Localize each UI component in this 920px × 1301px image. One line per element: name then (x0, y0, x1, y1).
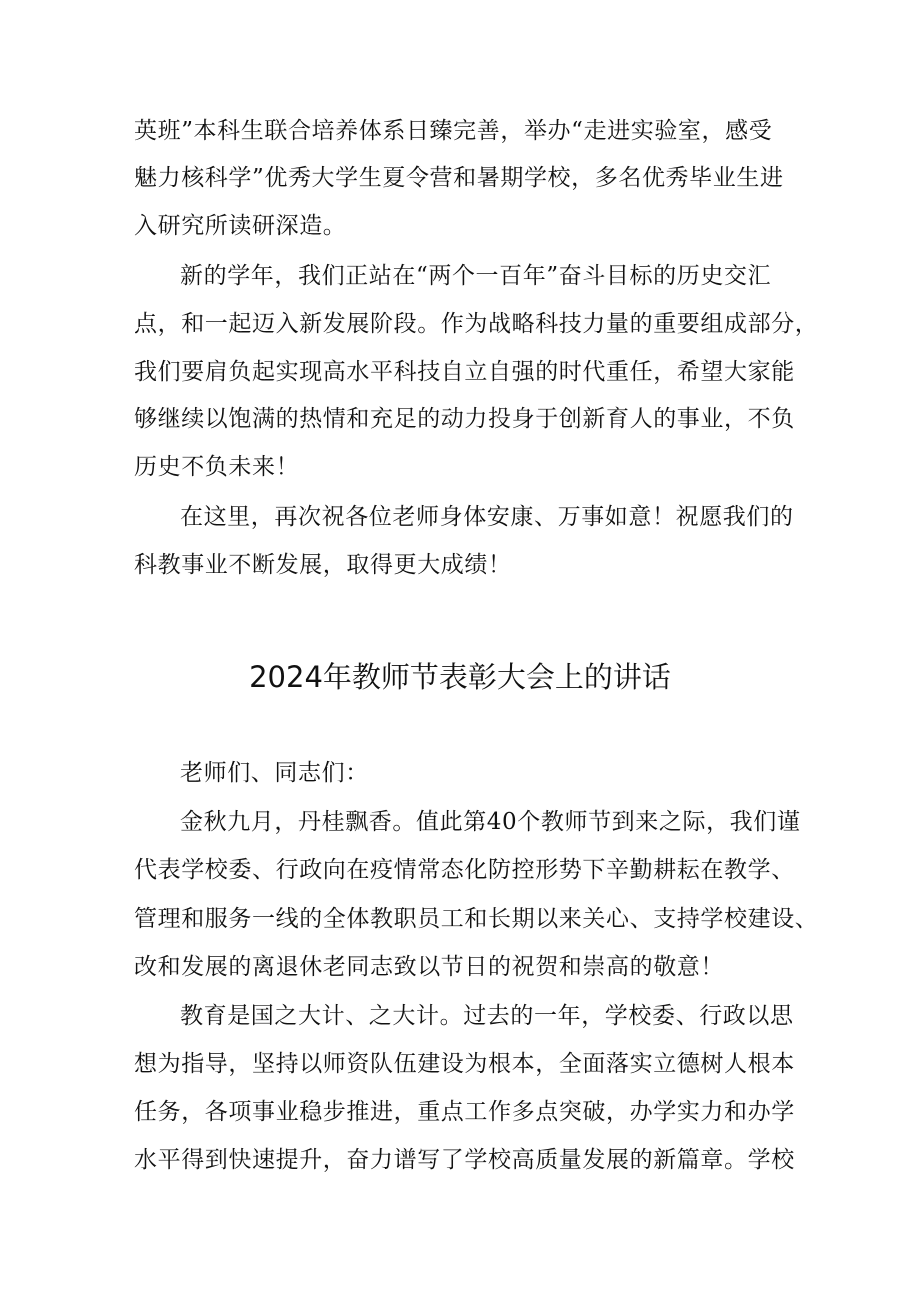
text-line: 科教事业不断发展，取得更大成绩！ (134, 552, 512, 578)
text-line: 任务，各项事业稳步推进，重点工作多点突破，办学实力和办学 (134, 1099, 795, 1125)
paragraph-first-line: 金秋九月，丹桂飘香。值此第40个教师节到来之际，我们谨 (180, 809, 801, 835)
text-line: 我们要肩负起实现高水平科技自立自强的时代重任，希望大家能 (134, 359, 795, 385)
text-line: 英班”本科生联合培养体系日臻完善，举办“走进实验室，感受 (134, 118, 773, 144)
text-line: 够继续以饱满的热情和充足的动力投身于创新育人的事业，不负 (134, 406, 795, 432)
text-line: 魅力核科学”优秀大学生夏令营和暑期学校，多名优秀毕业生进 (134, 165, 784, 191)
speech-title: 2024年教师节表彰大会上的讲话 (249, 660, 671, 694)
text-line: 水平得到快速提升，奋力谱写了学校高质量发展的新篇章。学校 (134, 1147, 795, 1173)
text-line: 想为指导，坚持以师资队伍建设为根本，全面落实立德树人根本 (134, 1051, 795, 1077)
text-line: 改和发展的离退休老同志致以节日的祝贺和崇高的敬意！ (134, 954, 724, 980)
text-line: 点，和一起迈入新发展阶段。作为战略科技力量的重要组成部分， (134, 311, 819, 337)
paragraph-first-line: 新的学年，我们正站在“两个一百年”奋斗目标的历史交汇 (180, 263, 772, 289)
text-line: 历史不负未来！ (134, 454, 300, 480)
text-line: 入研究所读研深造。 (134, 213, 347, 239)
salutation: 老师们、同志们： (180, 760, 369, 786)
text-line: 管理和服务一线的全体教职员工和长期以来关心、支持学校建设、 (134, 906, 819, 932)
paragraph-first-line: 教育是国之大计、之大计。过去的一年，学校委、行政以思 (180, 1003, 794, 1029)
text-line: 代表学校委、行政向在疫情常态化防控形势下辛勤耕耘在教学、 (134, 857, 795, 883)
paragraph-first-line: 在这里，再次祝各位老师身体安康、万事如意！祝愿我们的 (180, 504, 794, 530)
